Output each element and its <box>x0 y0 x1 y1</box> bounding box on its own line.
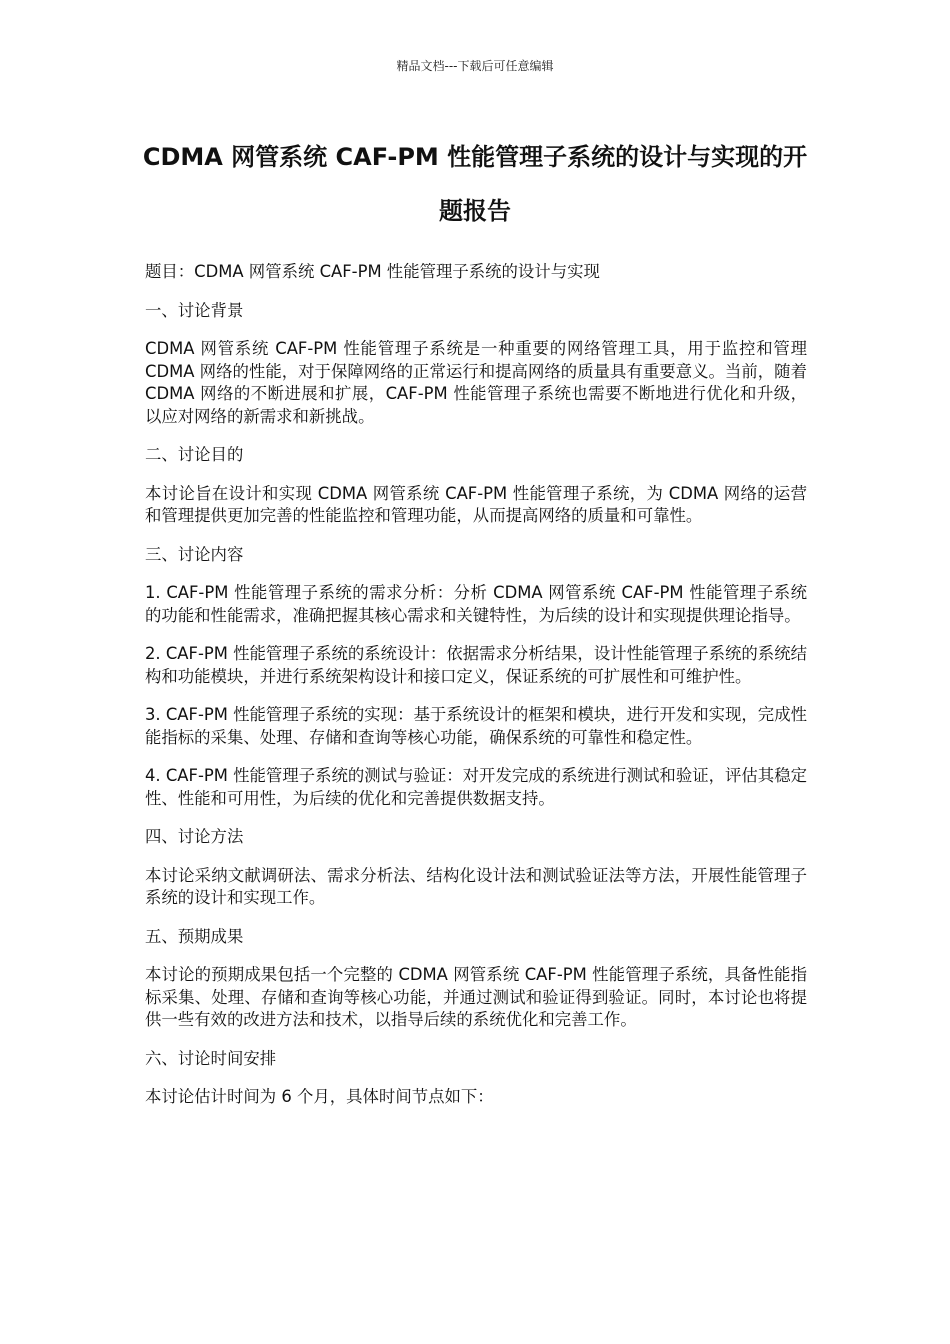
section-text-results: 本讨论的预期成果包括一个完整的 CDMA 网管系统 CAF-PM 性能管理子系统，具备性能指标采集、处理、存储和查询等核心功能，并通过测试和验证得到验证。同时，本讨论也将提供一些有效的改进方法和技术，以指导后续的系统优化和完善工作。 <box>145 965 807 1029</box>
header-note: 精品文档---下载后可任意编辑 <box>396 59 554 73</box>
document-content <box>145 261 807 1125</box>
section-text-background: CDMA 网管系统 CAF-PM 性能管理子系统是一种重要的网络管理工具，用于监控和管理 CDMA 网络的性能，对于保障网络的正常运行和提高网络的质量具有重要意义。当前，随着 CDMA 网络的不断进展和扩展，CAF-PM 性能管理子系统也需要不断地进行优化和升级，以应对网络的新需求和新挑战。 <box>145 339 807 426</box>
content-item-4: 4. CAF-PM 性能管理子系统的测试与验证：对开发完成的系统进行测试和验证，评估其稳定性、性能和可用性，为后续的优化和完善提供数据支持。 <box>145 766 807 808</box>
section-heading-content: 三、讨论内容 <box>145 544 244 564</box>
content-item-2: 2. CAF-PM 性能管理子系统的系统设计：依据需求分析结果，设计性能管理子系统的系统结构和功能模块，并进行系统架构设计和接口定义，保证系统的可扩展性和可维护性。 <box>145 644 807 686</box>
section-text-schedule: 本讨论估计时间为 6 个月，具体时间节点如下： <box>145 1087 494 1106</box>
content-item-3: 3. CAF-PM 性能管理子系统的实现：基于系统设计的框架和模块，进行开发和实现，完成性能指标的采集、处理、存储和查询等核心功能，确保系统的可靠性和稳定性。 <box>145 705 807 747</box>
section-heading-schedule: 六、讨论时间安排 <box>145 1048 277 1068</box>
section-heading-method: 四、讨论方法 <box>145 827 244 846</box>
section-text-method: 本讨论采纳文献调研法、需求分析法、结构化设计法和测试验证法等方法，开展性能管理子系统的设计和实现工作。 <box>145 865 807 907</box>
section-heading-results: 五、预期成果 <box>145 926 244 946</box>
section-text-purpose: 本讨论旨在设计和实现 CDMA 网管系统 CAF-PM 性能管理子系统，为 CDMA 网络的运营和管理提供更加完善的性能监控和管理功能，从而提高网络的质量和可靠性。 <box>145 483 807 525</box>
content-item-1: 1. CAF-PM 性能管理子系统的需求分析：分析 CDMA 网管系统 CAF-PM 性能管理子系统的功能和性能需求，准确把握其核心需求和关键特性，为后续的设计和实现提供理论指导。 <box>145 583 807 625</box>
section-heading-purpose: 二、讨论目的 <box>145 445 244 464</box>
subject-line: 题目：CDMA 网管系统 CAF-PM 性能管理子系统的设计与实现 <box>145 262 600 281</box>
section-heading-background: 一、讨论背景 <box>145 300 244 320</box>
document-title: CDMA 网管系统 CAF-PM 性能管理子系统的设计与实现的开题报告 <box>142 143 808 225</box>
